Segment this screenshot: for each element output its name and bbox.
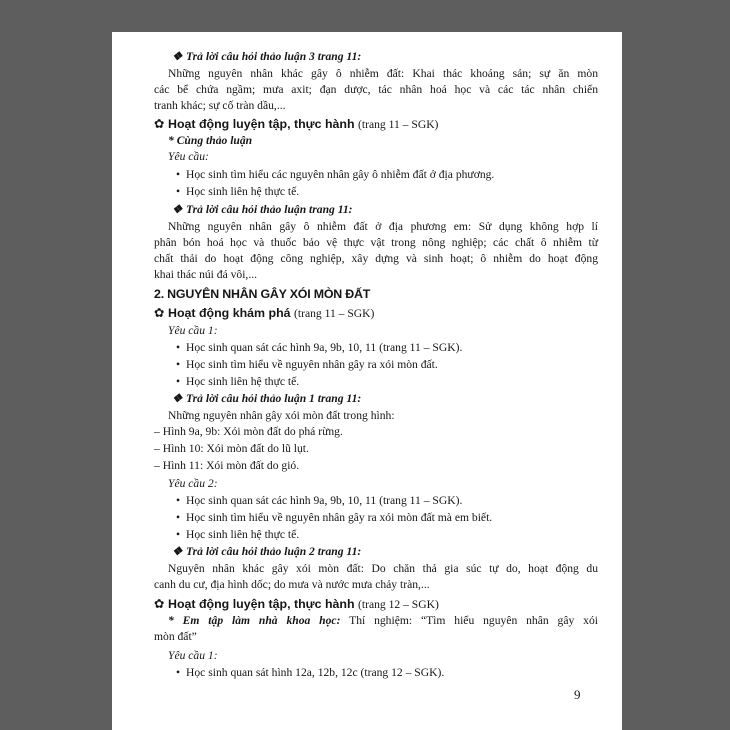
dash-item: – Hình 10: Xói mòn đất do lũ lụt. [154, 442, 309, 455]
bullet-icon: • [176, 528, 181, 541]
flower-icon: ✿ [154, 306, 165, 320]
section-heading: 2. NGUYÊN NHÂN GÂY XÓI MÒN ĐẤT [154, 287, 371, 301]
diamond-icon: ❖ [172, 392, 183, 405]
page-number: 9 [574, 687, 581, 702]
bullet-icon: • [176, 666, 181, 679]
list-item: • Học sinh tìm hiểu về nguyên nhân gây ra xói mòn đất. [176, 357, 676, 374]
paragraph-line: Những nguyên nhân gây xói mòn đất trong hình: [168, 409, 395, 422]
paragraph-line: phân bón hoá học và thuốc bảo vệ thực vật trong nông nghiệp; các chất ô nhiễm từ [154, 236, 598, 249]
book-page [112, 32, 622, 730]
list-item: • Học sinh liên hệ thực tế. [176, 184, 676, 201]
list-item: • Học sinh quan sát hình 12a, 12b, 12c (trang 12 – SGK). [176, 665, 676, 682]
flower-icon: ✿ [154, 117, 165, 131]
activity-heading: ✿ Hoạt động khám phá (trang 11 – SGK) [154, 306, 375, 320]
list-item: • Học sinh liên hệ thực tế. [176, 374, 676, 391]
requirement-label: Yêu cầu 1: [168, 324, 218, 337]
paragraph-line: chất thải do hoạt động công nghiệp, xây dựng và sinh hoạt; ô nhiễm do hoạt động [154, 252, 598, 265]
requirement-label: Yêu cầu 2: [168, 477, 218, 490]
bullet-icon: • [176, 358, 181, 371]
paragraph-line: canh du cư, địa hình dốc; do mưa và nước mưa chảy tràn,... [154, 578, 430, 591]
paragraph-line: khai thác núi đá vôi,... [154, 268, 258, 281]
paragraph-line: Những nguyên nhân khác gây ô nhiễm đất: Khai thác khoáng sản; sự ăn mòn [168, 67, 598, 80]
flower-icon: ✿ [154, 597, 165, 611]
requirement-label: Yêu cầu: [168, 150, 209, 163]
list-item: • Học sinh tìm hiểu các nguyên nhân gây ô nhiễm đất ở địa phương. [176, 167, 676, 184]
bullet-icon: • [176, 341, 181, 354]
answer-heading: ❖ Trả lời câu hỏi thảo luận 2 trang 11: [172, 544, 672, 561]
paragraph-line: Những nguyên nhân gây ô nhiễm đất ở địa phương em: Sử dụng không hợp lí [168, 220, 598, 233]
paragraph-line: tranh khác; sự cố tràn dầu,... [154, 99, 286, 112]
bullet-icon: • [176, 185, 181, 198]
diamond-icon: ❖ [172, 203, 183, 216]
requirement-label: Yêu cầu 1: [168, 649, 218, 662]
bullet-icon: • [176, 168, 181, 181]
asterisk-icon: * [168, 134, 174, 147]
answer-heading: ❖ Trả lời câu hỏi thảo luận 1 trang 11: [172, 391, 672, 408]
answer-heading: ❖ Trả lời câu hỏi thảo luận 3 trang 11: [172, 49, 672, 66]
subheading: * Cùng thảo luận [168, 134, 253, 147]
dash-item: – Hình 9a, 9b: Xói mòn đất do phá rừng. [154, 425, 343, 438]
list-item: • Học sinh liên hệ thực tế. [176, 527, 676, 544]
bullet-icon: • [176, 375, 181, 388]
list-item: • Học sinh tìm hiểu về nguyên nhân gây ra xói mòn đất mà em biết. [176, 510, 676, 527]
bullet-icon: • [176, 494, 181, 507]
diamond-icon: ❖ [172, 545, 183, 558]
paragraph-line: Nguyên nhân khác gây xói mòn đất: Do chăn thả gia súc tự do, hoạt động du [168, 562, 598, 575]
bullet-icon: • [176, 511, 181, 524]
dash-item: – Hình 11: Xói mòn đất do gió. [154, 459, 300, 472]
list-item: • Học sinh quan sát các hình 9a, 9b, 10, 11 (trang 11 – SGK). [176, 340, 676, 357]
answer-heading: ❖ Trả lời câu hỏi thảo luận trang 11: [172, 202, 672, 219]
activity-heading: ✿ Hoạt động luyện tập, thực hành (trang 11 – SGK) [154, 117, 439, 131]
list-item: • Học sinh quan sát các hình 9a, 9b, 10, 11 (trang 11 – SGK). [176, 493, 676, 510]
paragraph-line: mòn đất” [154, 630, 197, 643]
paragraph-line: các bể chứa ngầm; mưa axit; đạn dược, tác nhân hoá học và các tác nhân chiến [154, 83, 598, 96]
asterisk-icon: * [168, 614, 174, 627]
diamond-icon: ❖ [172, 50, 183, 63]
experiment-line: * Em tập làm nhà khoa học: Thí nghiệm: “Tìm hiểu nguyên nhân gây xói [168, 614, 598, 627]
activity-heading: ✿ Hoạt động luyện tập, thực hành (trang 12 – SGK) [154, 597, 439, 611]
